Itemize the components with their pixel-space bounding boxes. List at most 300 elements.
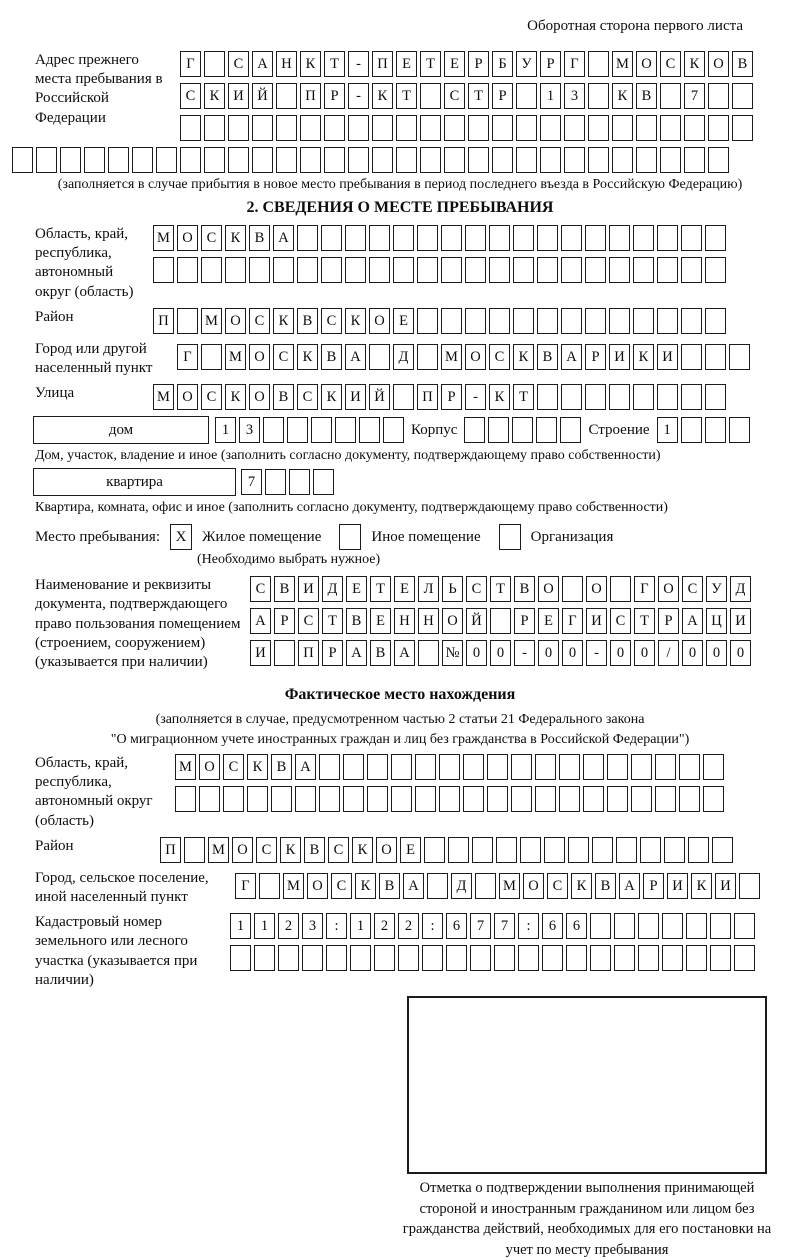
char-cell[interactable] — [729, 417, 750, 443]
char-cell[interactable]: К — [684, 51, 705, 77]
char-cell[interactable]: К — [612, 83, 633, 109]
char-cell[interactable]: 0 — [562, 640, 583, 666]
char-cell[interactable] — [688, 837, 709, 863]
char-cell[interactable] — [590, 913, 611, 939]
char-cell[interactable] — [300, 115, 321, 141]
char-cell[interactable] — [710, 945, 731, 971]
char-cell[interactable] — [396, 115, 417, 141]
char-cell[interactable]: И — [345, 384, 366, 410]
char-cell[interactable]: 6 — [446, 913, 467, 939]
char-cell[interactable] — [289, 469, 310, 495]
char-cell[interactable] — [259, 873, 280, 899]
char-cell[interactable]: М — [208, 837, 229, 863]
char-cell[interactable]: П — [160, 837, 181, 863]
char-cell[interactable] — [561, 257, 582, 283]
char-cell[interactable] — [516, 147, 537, 173]
char-cell[interactable]: 1 — [254, 913, 275, 939]
char-cell[interactable]: К — [204, 83, 225, 109]
char-cell[interactable] — [273, 257, 294, 283]
char-cell[interactable]: - — [514, 640, 535, 666]
char-cell[interactable] — [441, 308, 462, 334]
char-cell[interactable] — [313, 469, 334, 495]
char-cell[interactable] — [496, 837, 517, 863]
char-cell[interactable]: В — [732, 51, 753, 77]
char-cell[interactable] — [372, 147, 393, 173]
char-cell[interactable] — [393, 225, 414, 251]
char-cell[interactable]: В — [379, 873, 400, 899]
char-cell[interactable]: А — [273, 225, 294, 251]
char-cell[interactable]: 0 — [490, 640, 511, 666]
char-cell[interactable] — [494, 945, 515, 971]
char-cell[interactable] — [705, 225, 726, 251]
char-cell[interactable]: А — [346, 640, 367, 666]
char-cell[interactable] — [710, 913, 731, 939]
char-cell[interactable] — [681, 225, 702, 251]
char-cell[interactable]: 2 — [398, 913, 419, 939]
char-cell[interactable] — [564, 115, 585, 141]
char-cell[interactable]: К — [352, 837, 373, 863]
char-cell[interactable]: К — [297, 344, 318, 370]
char-cell[interactable]: - — [348, 83, 369, 109]
char-cell[interactable]: И — [657, 344, 678, 370]
char-cell[interactable]: Т — [490, 576, 511, 602]
char-cell[interactable] — [609, 225, 630, 251]
char-cell[interactable] — [204, 51, 225, 77]
char-cell[interactable] — [199, 786, 220, 812]
char-cell[interactable]: С — [328, 837, 349, 863]
char-cell[interactable]: О — [538, 576, 559, 602]
char-cell[interactable]: К — [355, 873, 376, 899]
char-cell[interactable]: Р — [514, 608, 535, 634]
char-cell[interactable]: С — [547, 873, 568, 899]
char-cell[interactable]: 0 — [730, 640, 751, 666]
char-cell[interactable]: Р — [274, 608, 295, 634]
char-cell[interactable]: - — [348, 51, 369, 77]
char-cell[interactable] — [518, 945, 539, 971]
char-cell[interactable]: Е — [396, 51, 417, 77]
char-cell[interactable]: С — [444, 83, 465, 109]
char-cell[interactable]: 2 — [278, 913, 299, 939]
char-cell[interactable] — [490, 608, 511, 634]
char-cell[interactable]: И — [667, 873, 688, 899]
char-cell[interactable]: В — [514, 576, 535, 602]
char-cell[interactable] — [463, 786, 484, 812]
char-cell[interactable] — [343, 754, 364, 780]
char-cell[interactable] — [660, 147, 681, 173]
char-cell[interactable] — [512, 417, 533, 443]
char-cell[interactable] — [367, 754, 388, 780]
char-cell[interactable]: А — [403, 873, 424, 899]
char-cell[interactable]: 0 — [466, 640, 487, 666]
char-cell[interactable] — [276, 147, 297, 173]
char-cell[interactable]: Н — [394, 608, 415, 634]
char-cell[interactable]: 7 — [241, 469, 262, 495]
char-cell[interactable] — [488, 417, 509, 443]
char-cell[interactable] — [417, 257, 438, 283]
char-cell[interactable]: 6 — [542, 913, 563, 939]
char-cell[interactable] — [441, 225, 462, 251]
char-cell[interactable] — [585, 257, 606, 283]
char-cell[interactable] — [228, 115, 249, 141]
char-cell[interactable] — [679, 754, 700, 780]
char-cell[interactable] — [263, 417, 284, 443]
char-cell[interactable]: Е — [400, 837, 421, 863]
char-cell[interactable]: Д — [451, 873, 472, 899]
char-cell[interactable]: К — [691, 873, 712, 899]
char-cell[interactable] — [359, 417, 380, 443]
char-cell[interactable] — [664, 837, 685, 863]
checkbox-organization[interactable] — [499, 524, 521, 550]
char-cell[interactable] — [398, 945, 419, 971]
char-cell[interactable] — [324, 147, 345, 173]
checkbox-other-premises[interactable] — [339, 524, 361, 550]
char-cell[interactable]: № — [442, 640, 463, 666]
char-cell[interactable]: К — [489, 384, 510, 410]
char-cell[interactable]: Н — [276, 51, 297, 77]
char-cell[interactable]: О — [376, 837, 397, 863]
char-cell[interactable] — [734, 945, 755, 971]
char-cell[interactable] — [607, 786, 628, 812]
char-cell[interactable] — [287, 417, 308, 443]
char-cell[interactable] — [609, 384, 630, 410]
char-cell[interactable]: О — [249, 384, 270, 410]
char-cell[interactable] — [276, 115, 297, 141]
char-cell[interactable]: В — [321, 344, 342, 370]
char-cell[interactable] — [180, 115, 201, 141]
char-cell[interactable] — [472, 837, 493, 863]
char-cell[interactable]: / — [658, 640, 679, 666]
char-cell[interactable] — [153, 257, 174, 283]
char-cell[interactable] — [592, 837, 613, 863]
char-cell[interactable] — [369, 225, 390, 251]
char-cell[interactable]: В — [297, 308, 318, 334]
char-cell[interactable] — [588, 115, 609, 141]
char-cell[interactable] — [583, 754, 604, 780]
char-cell[interactable] — [561, 308, 582, 334]
char-cell[interactable] — [489, 225, 510, 251]
char-cell[interactable] — [335, 417, 356, 443]
char-cell[interactable]: С — [489, 344, 510, 370]
char-cell[interactable] — [585, 308, 606, 334]
char-cell[interactable] — [446, 945, 467, 971]
char-cell[interactable] — [614, 945, 635, 971]
char-cell[interactable] — [655, 754, 676, 780]
char-cell[interactable]: : — [326, 913, 347, 939]
char-cell[interactable]: П — [417, 384, 438, 410]
char-cell[interactable]: 3 — [239, 417, 260, 443]
char-cell[interactable] — [350, 945, 371, 971]
char-cell[interactable] — [228, 147, 249, 173]
char-cell[interactable] — [319, 754, 340, 780]
char-cell[interactable]: О — [177, 225, 198, 251]
char-cell[interactable] — [271, 786, 292, 812]
char-cell[interactable] — [542, 945, 563, 971]
char-cell[interactable] — [660, 83, 681, 109]
char-cell[interactable]: М — [499, 873, 520, 899]
char-cell[interactable]: Т — [513, 384, 534, 410]
char-cell[interactable]: С — [180, 83, 201, 109]
char-cell[interactable] — [511, 754, 532, 780]
char-cell[interactable] — [535, 754, 556, 780]
char-cell[interactable] — [544, 837, 565, 863]
char-cell[interactable] — [420, 147, 441, 173]
char-cell[interactable]: Р — [658, 608, 679, 634]
char-cell[interactable]: И — [586, 608, 607, 634]
char-cell[interactable]: М — [201, 308, 222, 334]
char-cell[interactable] — [566, 945, 587, 971]
char-cell[interactable] — [424, 837, 445, 863]
char-cell[interactable]: 0 — [682, 640, 703, 666]
char-cell[interactable] — [417, 308, 438, 334]
char-cell[interactable] — [708, 147, 729, 173]
apartment-box[interactable]: квартира — [33, 468, 236, 496]
char-cell[interactable] — [391, 754, 412, 780]
char-cell[interactable] — [662, 913, 683, 939]
char-cell[interactable]: К — [225, 384, 246, 410]
char-cell[interactable] — [562, 576, 583, 602]
char-cell[interactable] — [444, 115, 465, 141]
char-cell[interactable]: С — [331, 873, 352, 899]
char-cell[interactable] — [420, 115, 441, 141]
char-cell[interactable]: Ь — [442, 576, 463, 602]
char-cell[interactable] — [588, 83, 609, 109]
char-cell[interactable]: С — [682, 576, 703, 602]
char-cell[interactable]: К — [273, 308, 294, 334]
char-cell[interactable]: Р — [643, 873, 664, 899]
char-cell[interactable] — [511, 786, 532, 812]
char-cell[interactable] — [681, 344, 702, 370]
char-cell[interactable] — [705, 417, 726, 443]
char-cell[interactable]: Г — [180, 51, 201, 77]
char-cell[interactable] — [609, 308, 630, 334]
char-cell[interactable] — [465, 257, 486, 283]
char-cell[interactable] — [633, 308, 654, 334]
char-cell[interactable]: Т — [468, 83, 489, 109]
char-cell[interactable]: О — [225, 308, 246, 334]
char-cell[interactable] — [422, 945, 443, 971]
char-cell[interactable]: Т — [324, 51, 345, 77]
char-cell[interactable]: С — [228, 51, 249, 77]
char-cell[interactable] — [201, 257, 222, 283]
char-cell[interactable]: 1 — [215, 417, 236, 443]
char-cell[interactable] — [448, 837, 469, 863]
char-cell[interactable]: О — [249, 344, 270, 370]
char-cell[interactable] — [297, 225, 318, 251]
char-cell[interactable]: Е — [444, 51, 465, 77]
char-cell[interactable]: 7 — [494, 913, 515, 939]
char-cell[interactable]: М — [153, 384, 174, 410]
char-cell[interactable] — [393, 257, 414, 283]
char-cell[interactable]: К — [345, 308, 366, 334]
char-cell[interactable]: В — [370, 640, 391, 666]
char-cell[interactable] — [588, 147, 609, 173]
char-cell[interactable]: К — [300, 51, 321, 77]
char-cell[interactable] — [559, 754, 580, 780]
char-cell[interactable]: К — [321, 384, 342, 410]
char-cell[interactable] — [420, 83, 441, 109]
char-cell[interactable]: С — [250, 576, 271, 602]
char-cell[interactable] — [513, 257, 534, 283]
char-cell[interactable]: О — [177, 384, 198, 410]
char-cell[interactable] — [536, 417, 557, 443]
char-cell[interactable] — [204, 115, 225, 141]
char-cell[interactable] — [393, 384, 414, 410]
char-cell[interactable]: : — [422, 913, 443, 939]
char-cell[interactable]: У — [516, 51, 537, 77]
char-cell[interactable] — [383, 417, 404, 443]
char-cell[interactable]: 6 — [566, 913, 587, 939]
char-cell[interactable]: О — [523, 873, 544, 899]
char-cell[interactable] — [345, 225, 366, 251]
char-cell[interactable] — [739, 873, 760, 899]
char-cell[interactable]: С — [660, 51, 681, 77]
char-cell[interactable]: Г — [235, 873, 256, 899]
char-cell[interactable]: О — [307, 873, 328, 899]
char-cell[interactable] — [415, 754, 436, 780]
char-cell[interactable]: : — [518, 913, 539, 939]
char-cell[interactable] — [177, 308, 198, 334]
char-cell[interactable] — [319, 786, 340, 812]
char-cell[interactable]: О — [465, 344, 486, 370]
char-cell[interactable]: В — [273, 384, 294, 410]
char-cell[interactable] — [708, 115, 729, 141]
char-cell[interactable]: Т — [396, 83, 417, 109]
char-cell[interactable]: Т — [634, 608, 655, 634]
char-cell[interactable]: В — [537, 344, 558, 370]
char-cell[interactable]: Ц — [706, 608, 727, 634]
char-cell[interactable]: 0 — [634, 640, 655, 666]
char-cell[interactable]: И — [730, 608, 751, 634]
char-cell[interactable] — [614, 913, 635, 939]
char-cell[interactable]: Л — [418, 576, 439, 602]
char-cell[interactable] — [300, 147, 321, 173]
char-cell[interactable] — [564, 147, 585, 173]
char-cell[interactable]: С — [201, 384, 222, 410]
char-cell[interactable]: Д — [730, 576, 751, 602]
char-cell[interactable] — [230, 945, 251, 971]
char-cell[interactable] — [588, 51, 609, 77]
char-cell[interactable]: П — [153, 308, 174, 334]
char-cell[interactable]: 1 — [540, 83, 561, 109]
char-cell[interactable] — [662, 945, 683, 971]
char-cell[interactable] — [681, 417, 702, 443]
char-cell[interactable] — [204, 147, 225, 173]
char-cell[interactable] — [607, 754, 628, 780]
char-cell[interactable] — [657, 308, 678, 334]
char-cell[interactable] — [441, 257, 462, 283]
char-cell[interactable]: Р — [324, 83, 345, 109]
char-cell[interactable] — [681, 384, 702, 410]
char-cell[interactable] — [686, 945, 707, 971]
char-cell[interactable] — [415, 786, 436, 812]
char-cell[interactable] — [616, 837, 637, 863]
char-cell[interactable] — [417, 225, 438, 251]
char-cell[interactable] — [633, 384, 654, 410]
char-cell[interactable] — [372, 115, 393, 141]
char-cell[interactable]: М — [612, 51, 633, 77]
char-cell[interactable] — [610, 576, 631, 602]
char-cell[interactable]: Д — [393, 344, 414, 370]
char-cell[interactable]: 1 — [350, 913, 371, 939]
char-cell[interactable] — [36, 147, 57, 173]
char-cell[interactable] — [343, 786, 364, 812]
char-cell[interactable] — [465, 225, 486, 251]
char-cell[interactable]: В — [636, 83, 657, 109]
char-cell[interactable] — [468, 147, 489, 173]
char-cell[interactable]: Р — [322, 640, 343, 666]
char-cell[interactable] — [274, 640, 295, 666]
char-cell[interactable] — [537, 308, 558, 334]
char-cell[interactable] — [705, 308, 726, 334]
char-cell[interactable]: О — [199, 754, 220, 780]
char-cell[interactable] — [681, 257, 702, 283]
char-cell[interactable]: 0 — [610, 640, 631, 666]
char-cell[interactable] — [12, 147, 33, 173]
char-cell[interactable] — [487, 786, 508, 812]
char-cell[interactable] — [684, 147, 705, 173]
char-cell[interactable] — [184, 837, 205, 863]
char-cell[interactable]: О — [658, 576, 679, 602]
char-cell[interactable]: К — [571, 873, 592, 899]
char-cell[interactable]: И — [228, 83, 249, 109]
char-cell[interactable] — [568, 837, 589, 863]
char-cell[interactable] — [367, 786, 388, 812]
char-cell[interactable] — [132, 147, 153, 173]
char-cell[interactable] — [175, 786, 196, 812]
char-cell[interactable] — [265, 469, 286, 495]
char-cell[interactable] — [633, 225, 654, 251]
char-cell[interactable] — [559, 786, 580, 812]
char-cell[interactable]: 0 — [706, 640, 727, 666]
char-cell[interactable] — [636, 147, 657, 173]
char-cell[interactable] — [249, 257, 270, 283]
char-cell[interactable] — [612, 147, 633, 173]
char-cell[interactable] — [295, 786, 316, 812]
char-cell[interactable] — [535, 786, 556, 812]
char-cell[interactable] — [297, 257, 318, 283]
char-cell[interactable] — [156, 147, 177, 173]
char-cell[interactable] — [537, 257, 558, 283]
char-cell[interactable]: А — [345, 344, 366, 370]
char-cell[interactable]: Е — [538, 608, 559, 634]
char-cell[interactable] — [369, 344, 390, 370]
char-cell[interactable] — [492, 115, 513, 141]
char-cell[interactable]: 7 — [684, 83, 705, 109]
char-cell[interactable] — [560, 417, 581, 443]
char-cell[interactable]: М — [283, 873, 304, 899]
char-cell[interactable] — [729, 344, 750, 370]
char-cell[interactable]: 3 — [564, 83, 585, 109]
char-cell[interactable] — [391, 786, 412, 812]
char-cell[interactable]: Г — [564, 51, 585, 77]
char-cell[interactable] — [369, 257, 390, 283]
char-cell[interactable]: Р — [468, 51, 489, 77]
char-cell[interactable]: Б — [492, 51, 513, 77]
char-cell[interactable]: С — [223, 754, 244, 780]
char-cell[interactable]: К — [513, 344, 534, 370]
char-cell[interactable] — [324, 115, 345, 141]
char-cell[interactable]: Т — [322, 608, 343, 634]
char-cell[interactable] — [348, 115, 369, 141]
char-cell[interactable] — [537, 384, 558, 410]
char-cell[interactable] — [513, 225, 534, 251]
char-cell[interactable] — [321, 225, 342, 251]
char-cell[interactable] — [444, 147, 465, 173]
char-cell[interactable]: Й — [369, 384, 390, 410]
char-cell[interactable]: У — [706, 576, 727, 602]
char-cell[interactable] — [516, 115, 537, 141]
char-cell[interactable] — [561, 225, 582, 251]
